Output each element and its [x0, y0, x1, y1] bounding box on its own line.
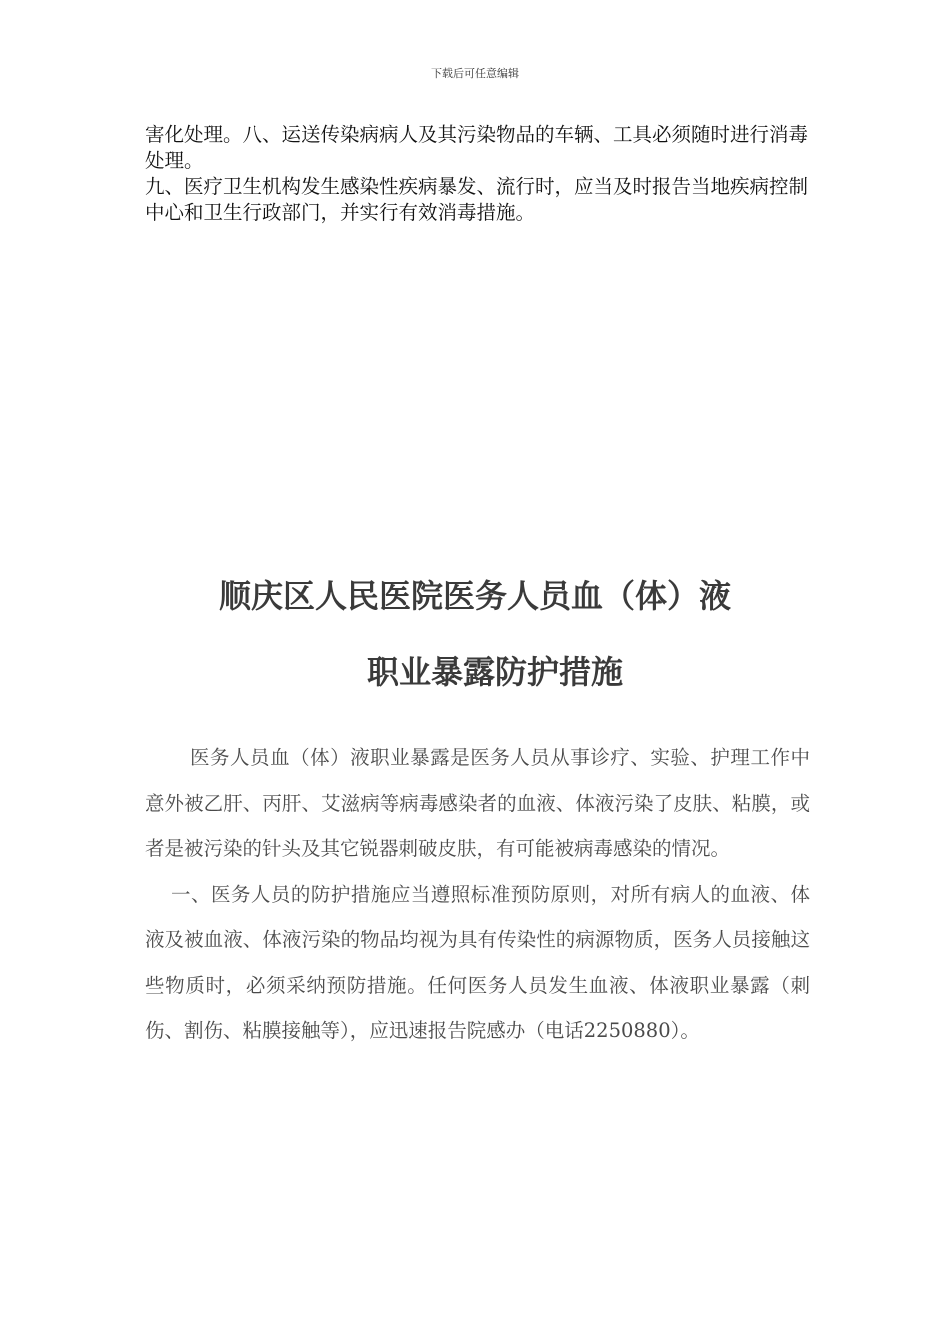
paragraph: 医务人员血（体）液职业暴露是医务人员从事诊疗、实验、护理工作中意外被乙肝、丙肝、艾滋病等病毒感染者的血液、体液污染了皮肤、粘膜，或者是被污染的针头及其它锐器刺破皮肤，有可能被病毒感染的情况。: [145, 746, 810, 860]
document-title-line-1: 顺庆区人民医院医务人员血（体）液: [218, 577, 731, 615]
page-header-note: 下载后可任意编辑: [431, 67, 519, 80]
document-title-line-2: 职业暴露防护措施: [366, 653, 623, 691]
paragraph: 害化处理。八、运送传染病病人及其污染物品的车辆、工具必须随时进行消毒处理。: [145, 123, 809, 172]
document-body: [145, 735, 810, 1054]
paragraph: 一、医务人员的防护措施应当遵照标准预防原则，对所有病人的血液、体液及被血液、体液污染的物品均视为具有传染性的病源物质，医务人员接触这些物质时，必须采纳预防措施。任何医务人员发生血液、体液职业暴露（刺伤、割伤、粘膜接触等），应迅速报告院感办（电话2250880）。: [145, 882, 810, 1042]
paragraph: 九、医疗卫生机构发生感染性疾病暴发、流行时，应当及时报告当地疾病控制中心和卫生行政部门，并实行有效消毒措施。: [145, 175, 809, 224]
previous-section-text: [145, 122, 810, 226]
